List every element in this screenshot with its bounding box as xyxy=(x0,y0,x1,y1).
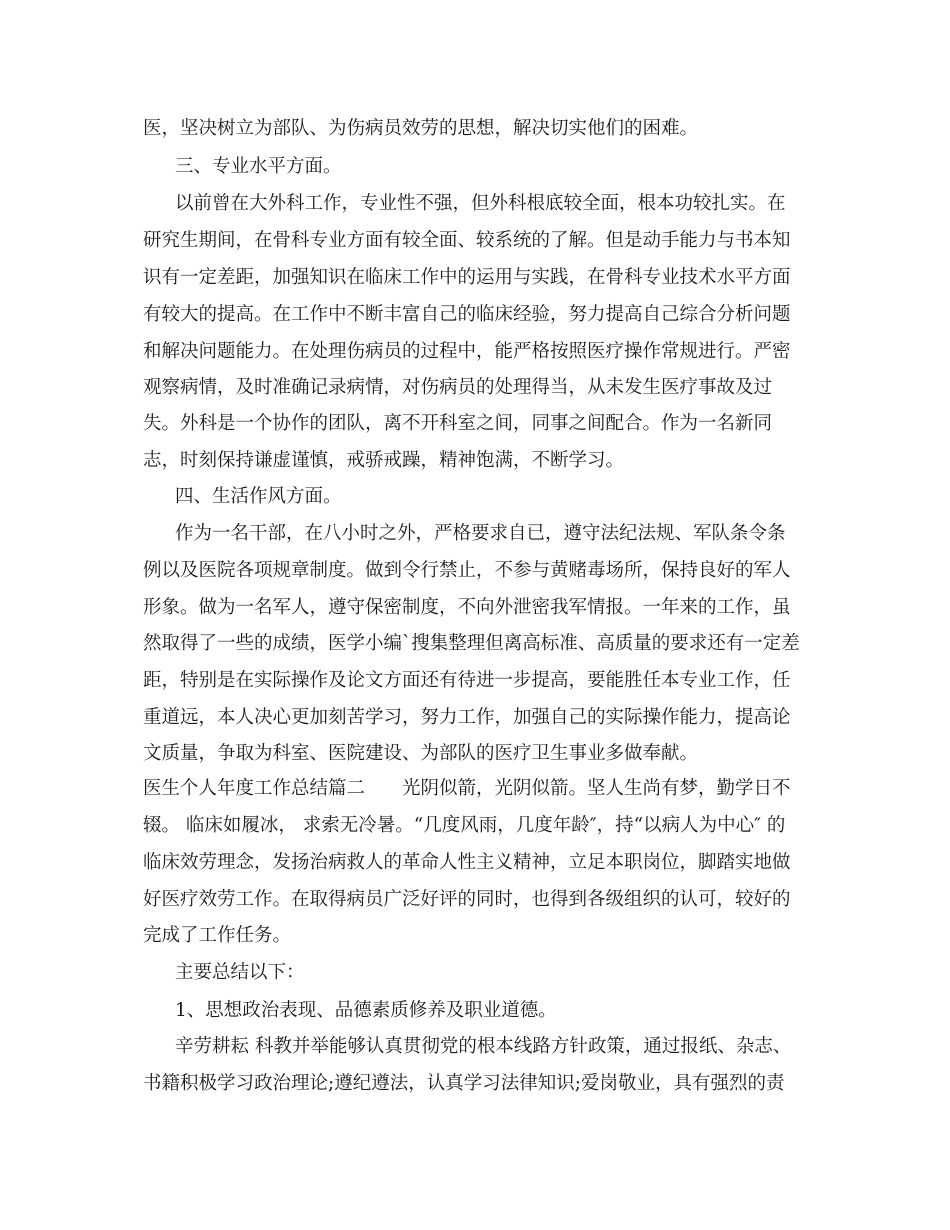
text-line: 医，坚决树立为部队、为伤病员效劳的思想，解决切实他们的困难。 xyxy=(143,118,699,139)
text-line: 主要总结以下： xyxy=(175,962,305,983)
text-line: 志，时刻保持谦虚谨慎，戒骄戒躁，精神饱满，不断学习。 xyxy=(143,450,625,471)
section-heading: 四、生活作风方面。 xyxy=(175,486,342,507)
text-line: 辍。 临床如履冰， 求索无冷暑。“几度风雨，几度年龄″，持“以病人为中心″ 的 xyxy=(143,815,786,836)
text-line: 距，特别是在实际操作及论文方面还有待进一步提高，要能胜任本专业工作，任 xyxy=(143,670,791,691)
section-heading: 三、专业水平方面。 xyxy=(175,156,342,177)
text-line: 完成了工作任务。 xyxy=(143,925,292,946)
text-line: 以前曾在大外科工作，专业性不强，但外科根底较全面，根本功较扎实。在 xyxy=(175,193,786,214)
text-line: 临床效劳理念，发扬治病救人的革命人性主义精神，立足本职岗位，脚踏实地做 xyxy=(143,852,791,873)
text-line: 形象。做为一名军人，遵守保密制度，不向外泄密我军情报。一年来的工作，虽 xyxy=(143,597,791,618)
text-line: 研究生期间，在骨科专业方面有较全面、较系统的了解。但是动手能力与书本知 xyxy=(143,230,791,251)
text-line: 失。外科是一个协作的团队，离不开科室之间，同事之间配合。作为一名新同 xyxy=(143,413,773,434)
section-heading: 1、思想政治表现、品德素质修养及职业道德。 xyxy=(175,1000,557,1021)
text-line: 有较大的提高。在工作中不断丰富自己的临床经验，努力提高自己综合分析问题 xyxy=(143,304,791,325)
text-line: 然取得了一些的成绩，医学小编`搜集整理但离高标准、高质量的要求还有一定差 xyxy=(143,633,800,654)
text-line: 文质量，争取为科室、医院建设、为部队的医疗卫生事业多做奉献。 xyxy=(143,743,699,764)
text-line: 和解决问题能力。在处理伤病员的过程中，能严格按照医疗操作常规进行。严密 xyxy=(143,341,791,362)
text-line: 识有一定差距，加强知识在临床工作中的运用与实践，在骨科专业技术水平方面 xyxy=(143,267,791,288)
text-line: 作为一名干部，在八小时之外，严格要求自已，遵守法纪法规、军队条令条 xyxy=(175,523,786,544)
text-line: 好医疗效劳工作。在取得病员广泛好评的同时，也得到各级组织的认可，较好的 xyxy=(143,889,791,910)
text-line: 观察病情，及时准确记录病情，对伤病员的处理得当，从未发生医疗事故及过 xyxy=(143,377,773,398)
text-line: 书籍积极学习政治理论;遵纪遵法，认真学习法律知识;爱岗敬业，具有强烈的责 xyxy=(143,1073,785,1094)
text-line: 例以及医院各项规章制度。做到令行禁止，不参与黄赌毒场所，保持良好的军人 xyxy=(143,560,791,581)
text-line: 医生个人年度工作总结篇二 光阴似箭，光阴似箭。坚人生尚有梦，勤学日不 xyxy=(143,778,791,799)
text-line: 重道远，本人决心更加刻苦学习，努力工作，加强自己的实际操作能力，提高论 xyxy=(143,707,791,728)
text-line: 辛劳耕耘 科教并举能够认真贯彻党的根本线路方针政策，通过报纸、杂志、 xyxy=(175,1036,792,1057)
